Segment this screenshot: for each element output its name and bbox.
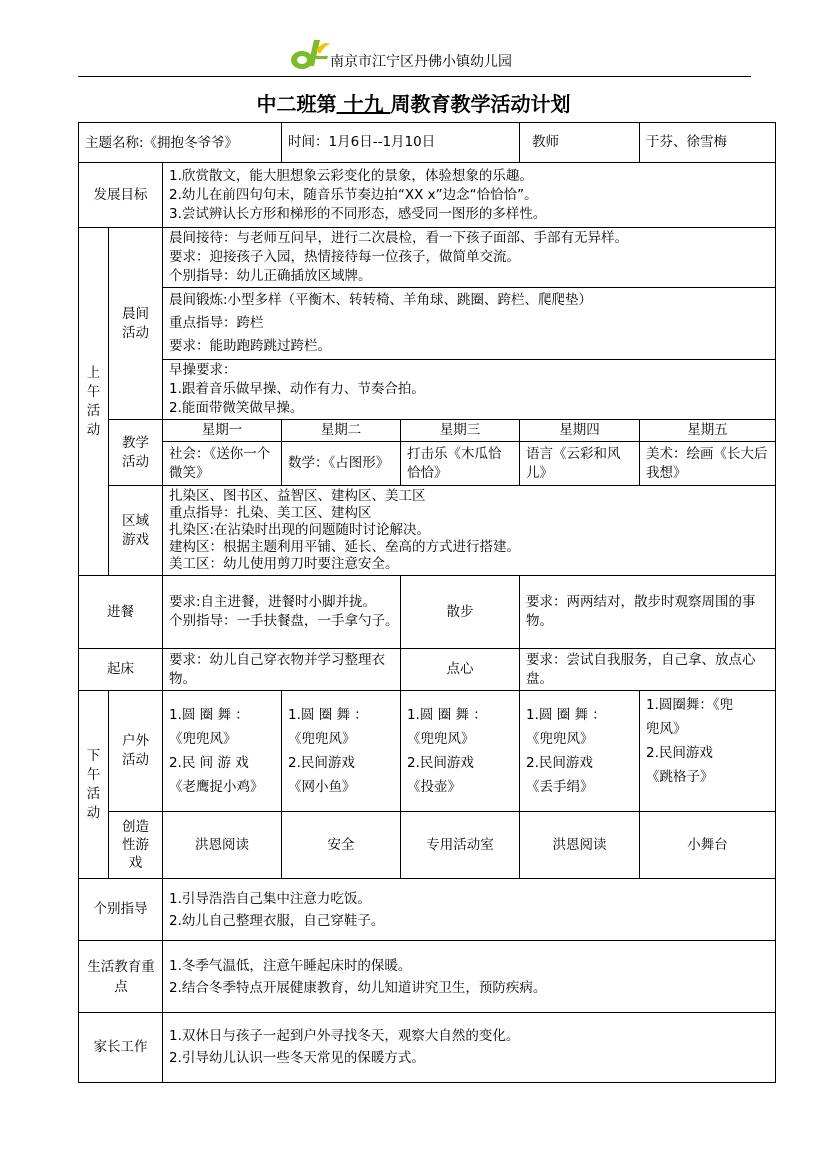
creative-monday: 洪恩阅读 [163, 812, 282, 879]
teaching-label: 教学活动 [109, 420, 163, 486]
teachers-cell: 于芬、徐雪梅 [640, 123, 776, 163]
area-line: 扎染区、图书区、益智区、建构区、美工区 [169, 488, 426, 504]
calisthenics-cell [163, 360, 776, 420]
goal-item: 1.欣赏散文，能大胆想象云彩变化的景象，体验想象的乐趣。 [169, 167, 533, 184]
creative-friday: 小舞台 [640, 812, 776, 879]
walk-cell: 要求：两两结对，散步时观察周围的事物。 [520, 576, 776, 649]
outdoor-friday [640, 691, 776, 812]
outdoor-line: 《兜兜风》 [407, 731, 475, 747]
title-prefix: 中二班第 [256, 92, 337, 116]
area-line: 美工区：幼儿使用剪刀时要注意安全。 [169, 556, 399, 572]
goal-item: 3.尝试辨认长方形和梯形的不同形态，感受同一图形的多样性。 [169, 205, 547, 222]
individual-line: 2.幼儿自己整理衣服，自己穿鞋子。 [169, 912, 385, 929]
walk-label: 散步 [401, 576, 520, 649]
outdoor-line: 《丢手绢》 [526, 779, 594, 795]
teaching-friday: 美术：绘画《长大后我想》 [640, 442, 776, 486]
exercise-line: 晨间锻炼:小型多样（平衡木、转转椅、羊角球、跳圈、跨栏、爬爬垫） [169, 292, 593, 308]
outdoor-line: 《兜兜风》 [288, 731, 356, 747]
life-line: 2.结合冬季特点开展健康教育，幼儿知道讲究卫生，预防疾病。 [169, 979, 547, 996]
morning-activity-label: 晨间活动 [109, 228, 163, 420]
reception-line: 个别指导：幼儿正确插放区域牌。 [169, 268, 372, 284]
title-week [337, 92, 391, 116]
school-name: 南京市江宁区丹佛小镇幼儿园 [330, 54, 512, 70]
outdoor-line: 2.民间游戏 [646, 745, 713, 761]
outdoor-thursday [520, 691, 640, 812]
life-line: 1.冬季气温低，注意午睡起床时的保暖。 [169, 957, 412, 974]
area-line: 建构区：根据主题利用平铺、延长、垒高的方式进行搭建。 [169, 539, 520, 555]
parents-label: 家长工作 [79, 1013, 163, 1083]
title-week-number: 十九 [343, 92, 384, 116]
area-line: 扎染区:在沾染时出现的问题随时讨论解决。 [169, 522, 431, 538]
individual-cell [163, 879, 776, 941]
outdoor-line: 1.圆圈舞：《兜 [646, 697, 734, 713]
wake-cell: 要求：幼儿自己穿衣物并学习整理衣物。 [163, 649, 401, 691]
plan-table [78, 122, 776, 1083]
teaching-monday: 社会：《送你一个微笑》 [163, 442, 282, 486]
outdoor-line: 《兜兜风》 [169, 731, 237, 747]
teaching-wednesday: 打击乐《木瓜恰恰恰》 [401, 442, 520, 486]
day-thursday: 星期四 [520, 420, 640, 442]
outdoor-line: 2.民间游戏 [526, 755, 593, 771]
exercise-cell [163, 288, 776, 360]
parents-line: 2.引导幼儿认识一些冬天常见的保暖方式。 [169, 1050, 425, 1066]
creative-thursday: 洪恩阅读 [520, 812, 640, 879]
life-label: 生活教育重 点 [79, 941, 163, 1013]
outdoor-line: 2.民 间 游 戏 [169, 755, 249, 771]
afternoon-label: 下午活动 [79, 691, 109, 879]
reception-cell [163, 228, 776, 288]
outdoor-line: 《网小鱼》 [288, 779, 356, 795]
outdoor-line: 2.民间游戏 [288, 755, 355, 771]
creative-wednesday: 专用活动室 [401, 812, 520, 879]
exercise-line: 重点指导：跨栏 [169, 315, 264, 331]
creative-label: 创造性游戏 [109, 812, 163, 879]
outdoor-line: 1.圆 圈 舞 ： [288, 707, 368, 723]
outdoor-line: 兜风》 [646, 721, 687, 737]
goal-item: 2.幼儿在前四句句末，随音乐节奏边拍“XX x”边念“恰恰恰”。 [169, 186, 538, 203]
reception-line: 要求：迎接孩子入园，热情接待每一位孩子，做简单交流。 [169, 249, 520, 265]
school-logo-icon [288, 36, 332, 72]
time-cell: 时间：1月6日--1月10日 [282, 123, 520, 163]
teaching-tuesday: 数学：《占图形》 [282, 442, 401, 486]
meal-line: 个别指导：一手扶餐盘，一手拿勺子。 [169, 613, 399, 629]
meal-cell [163, 576, 401, 649]
outdoor-line: 1.圆 圈 舞 ： [526, 707, 606, 723]
outdoor-line: 1.圆 圈 舞 ： [169, 707, 249, 723]
goals-cell [163, 163, 776, 228]
meal-line: 要求:自主进餐，进餐时小脚并拢。 [169, 594, 377, 610]
calisthenics-line: 早操要求： [169, 362, 237, 378]
parents-cell [163, 1013, 776, 1083]
meal-label: 进餐 [79, 576, 163, 649]
day-wednesday: 星期三 [401, 420, 520, 442]
area-label: 区域游戏 [109, 486, 163, 576]
exercise-line: 要求：能助跑跨跳过跨栏。 [169, 338, 331, 354]
outdoor-line: 《老鹰捉小鸡》 [169, 779, 264, 795]
area-cell [163, 486, 776, 576]
life-cell [163, 941, 776, 1013]
morning-label: 上午活动 [79, 228, 109, 576]
page-title [0, 88, 827, 117]
theme-cell: 主题名称:《拥抱冬爷爷》 [79, 123, 282, 163]
page-header [78, 30, 751, 77]
outdoor-monday [163, 691, 282, 812]
individual-label: 个别指导 [79, 879, 163, 941]
day-tuesday: 星期二 [282, 420, 401, 442]
outdoor-line: 《跳格子》 [646, 769, 714, 785]
reception-line: 晨间接待：与老师互问早，进行二次晨检，看一下孩子面部、手部有无异样。 [169, 230, 628, 246]
teaching-thursday: 语言《云彩和风儿》 [520, 442, 640, 486]
individual-line: 1.引导浩浩自己集中注意力吃饭。 [169, 890, 371, 907]
title-suffix: 周教育教学活动计划 [390, 92, 571, 116]
area-line: 重点指导：扎染、美工区、建构区 [169, 505, 372, 521]
calisthenics-line: 1.跟着音乐做早操、动作有力、节奏合拍。 [169, 381, 425, 397]
outdoor-line: 1.圆 圈 舞 ： [407, 707, 487, 723]
goals-label: 发展目标 [79, 163, 163, 228]
creative-tuesday: 安全 [282, 812, 401, 879]
teacher-label: 教师 [520, 123, 640, 163]
day-monday: 星期一 [163, 420, 282, 442]
calisthenics-line: 2.能面带微笑做早操。 [169, 400, 304, 416]
wake-label: 起床 [79, 649, 163, 691]
snack-cell: 要求：尝试自我服务，自己拿、放点心盘。 [520, 649, 776, 691]
outdoor-wednesday [401, 691, 520, 812]
outdoor-label: 户外活动 [109, 691, 163, 812]
snack-label: 点心 [401, 649, 520, 691]
parents-line: 1.双休日与孩子一起到户外寻找冬天，观察大自然的变化。 [169, 1028, 520, 1044]
outdoor-tuesday [282, 691, 401, 812]
day-friday: 星期五 [640, 420, 776, 442]
outdoor-line: 《投壶》 [407, 779, 462, 795]
outdoor-line: 《兜兜风》 [526, 731, 594, 747]
outdoor-line: 2.民间游戏 [407, 755, 474, 771]
